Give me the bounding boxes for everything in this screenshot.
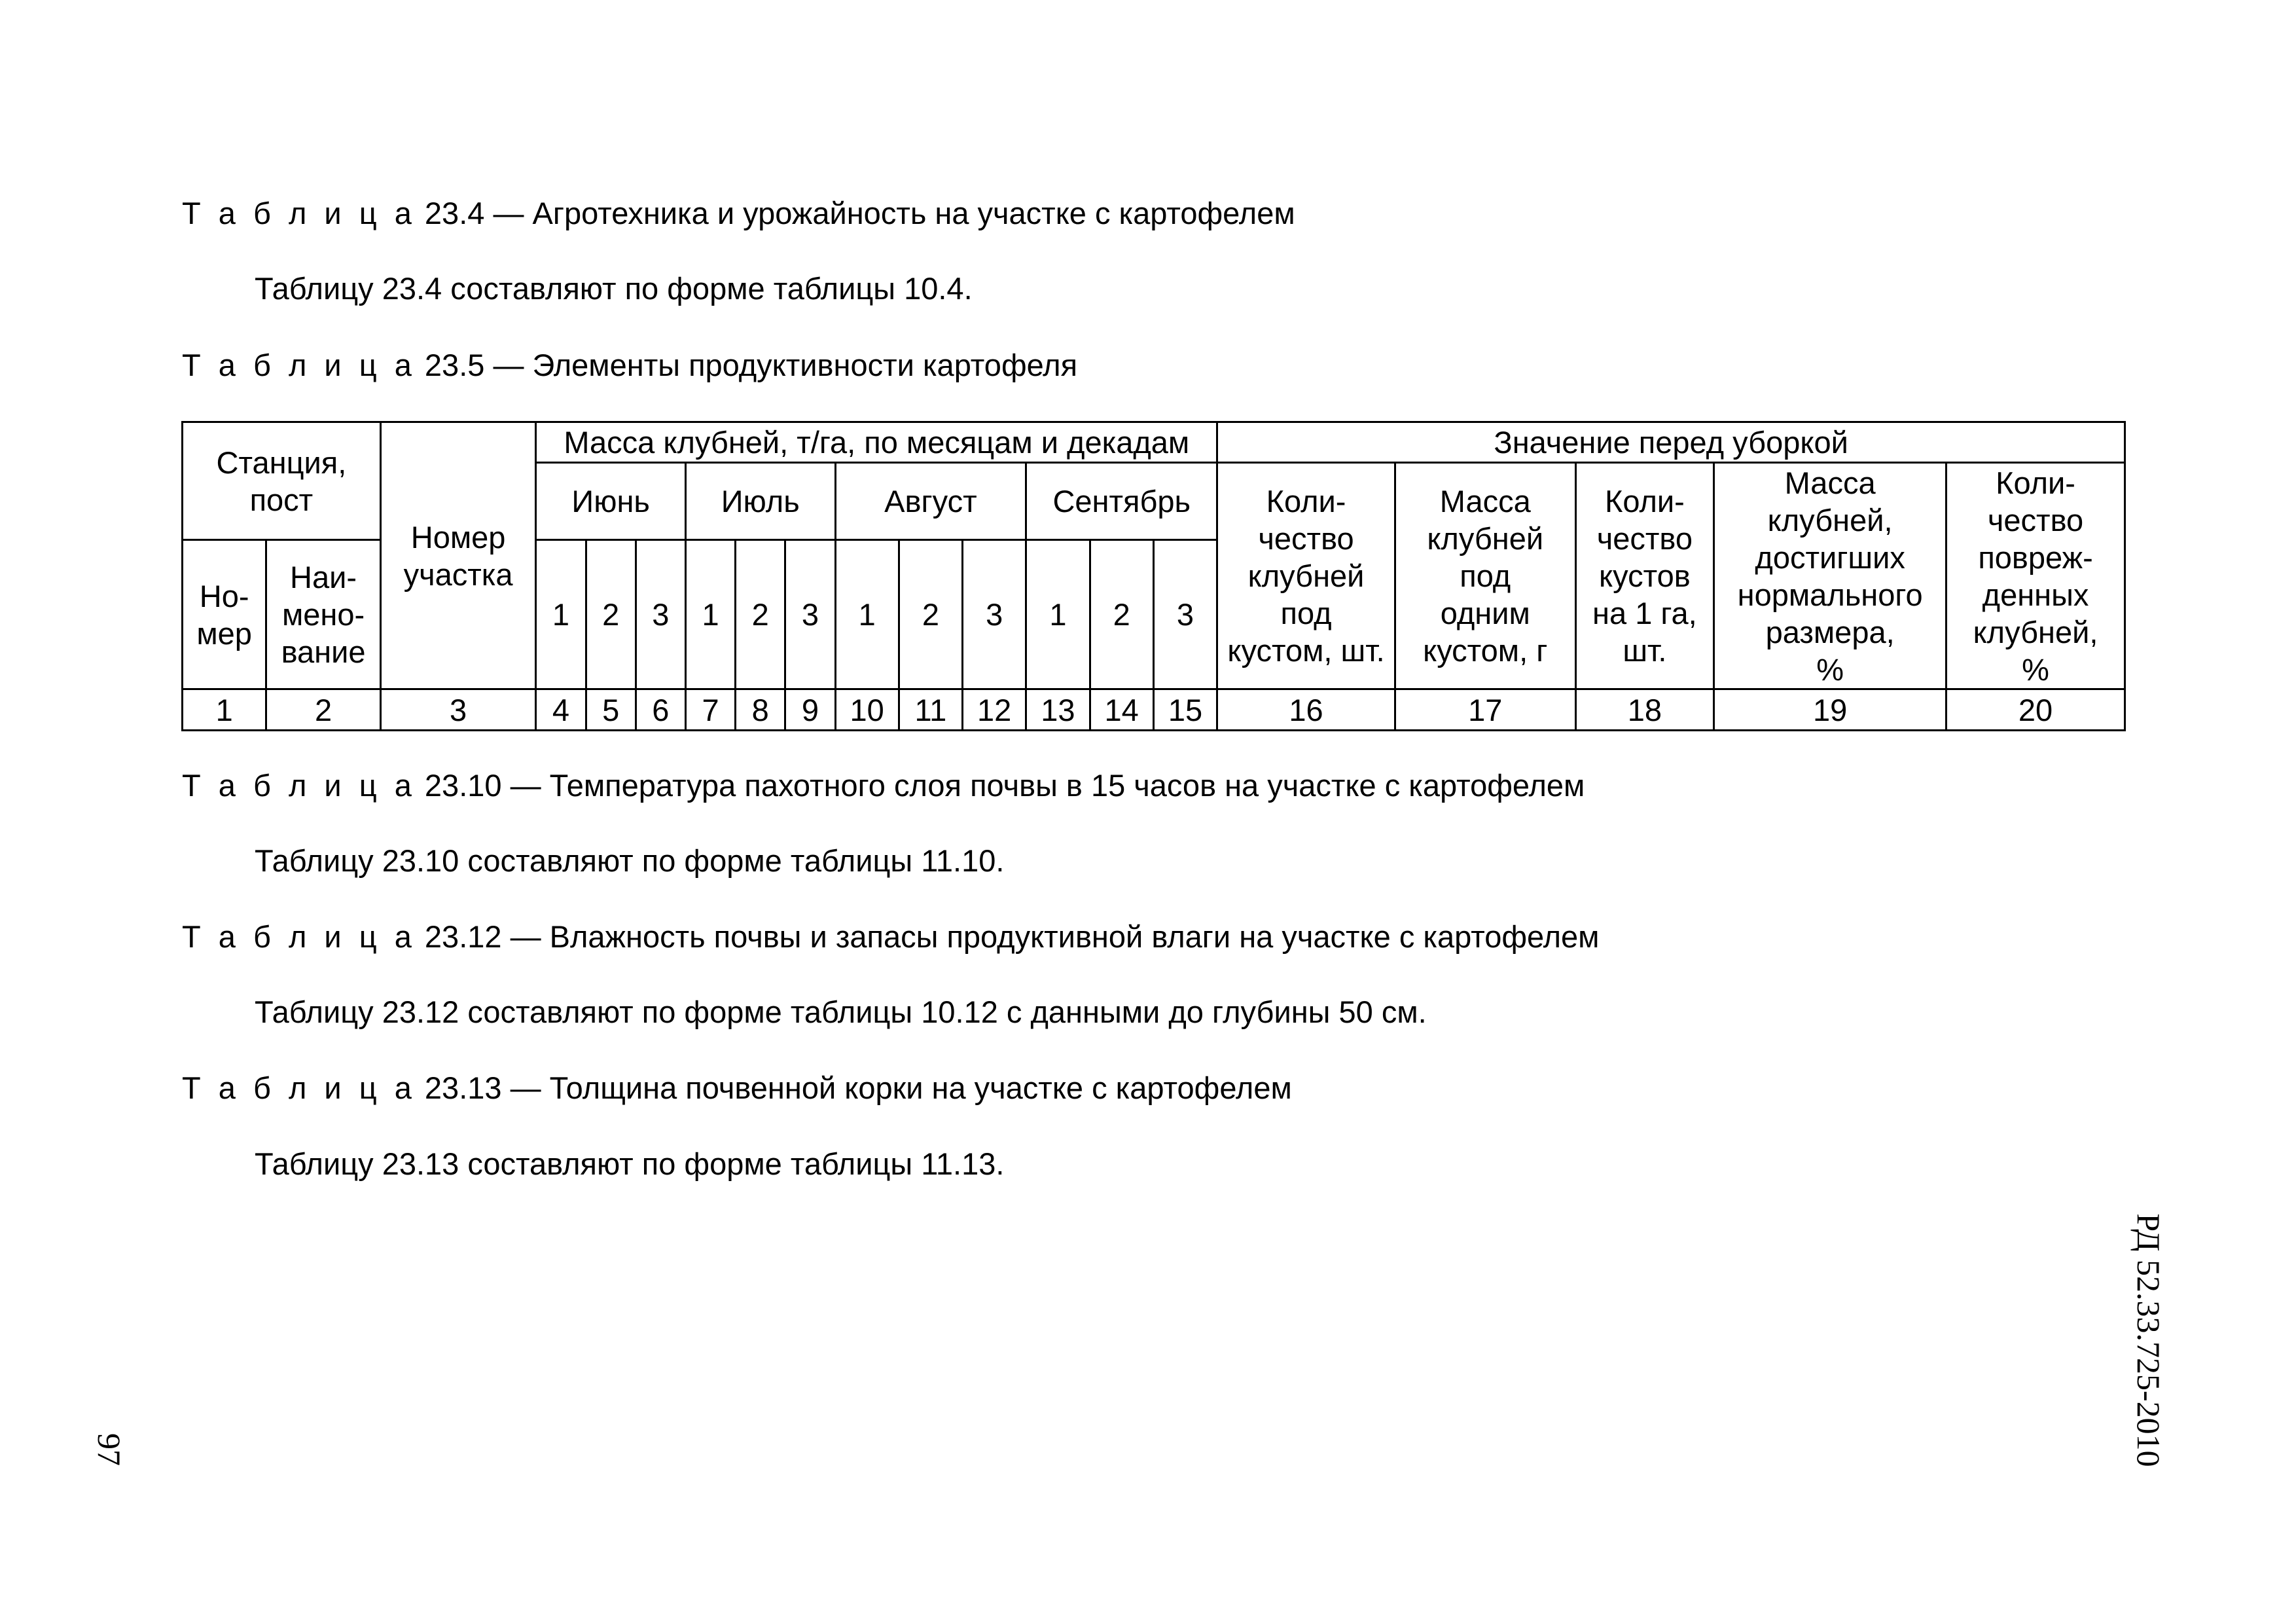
header-plot-number: Номер участка — [380, 422, 536, 689]
header-decade: 1 — [1026, 540, 1090, 689]
column-number: 3 — [380, 689, 536, 731]
column-number: 9 — [785, 689, 835, 731]
column-number: 20 — [1946, 689, 2125, 731]
page-number: 97 — [91, 1433, 128, 1466]
header-bushes-per-ha: Коли- чество кустов на 1 га, шт. — [1575, 463, 1714, 689]
column-number: 14 — [1090, 689, 1153, 731]
paragraph: Таблицу 23.10 составляют по форме таблицы 11.10. — [255, 843, 1005, 878]
column-number: 18 — [1575, 689, 1714, 731]
productivity-table — [181, 421, 2126, 731]
column-number: 4 — [536, 689, 586, 731]
header-tuber-mass: Масса клубней, т/га, по месяцам и декадам — [536, 422, 1217, 463]
header-decade: 2 — [1090, 540, 1153, 689]
header-month-june: Июнь — [536, 463, 686, 540]
header-decade: 3 — [1153, 540, 1217, 689]
column-number: 8 — [736, 689, 785, 731]
header-month-september: Сентябрь — [1026, 463, 1217, 540]
header-decade: 3 — [785, 540, 835, 689]
column-number: 15 — [1153, 689, 1217, 731]
header-tuber-mass-per-bush: Масса клубней под одним кустом, г — [1395, 463, 1575, 689]
header-decade: 1 — [685, 540, 735, 689]
header-decade: 2 — [899, 540, 962, 689]
header-before-harvest: Значение перед уборкой — [1217, 422, 2125, 463]
column-number: 7 — [685, 689, 735, 731]
header-decade: 2 — [586, 540, 636, 689]
column-number: 12 — [963, 689, 1026, 731]
header-tubers-per-bush: Коли- чество клубней под кустом, шт. — [1217, 463, 1395, 689]
header-name: Наи- мено- вание — [266, 540, 380, 689]
header-decade: 2 — [736, 540, 785, 689]
document-code: РД 52.33.725-2010 — [2130, 1213, 2167, 1467]
paragraph: Таблицу 23.13 составляют по форме таблицы 11.13. — [255, 1146, 1005, 1181]
table-caption-23-10: Т а б л и ц а 23.10 — Температура пахотного слоя почвы в 15 часов на участке с картофелем — [182, 768, 1585, 803]
column-number: 1 — [183, 689, 266, 731]
column-number: 19 — [1714, 689, 1946, 731]
table-caption-23-4: Т а б л и ц а 23.4 — Агротехника и урожайность на участке с картофелем — [182, 196, 1295, 230]
header-station-post: Станция, пост — [183, 422, 381, 540]
column-number: 10 — [835, 689, 899, 731]
column-number: 17 — [1395, 689, 1575, 731]
header-decade: 3 — [963, 540, 1026, 689]
table-caption-23-5: Т а б л и ц а 23.5 — Элементы продуктивности картофеля — [182, 348, 1078, 382]
header-normal-size-mass: Масса клубней, достигших нормального размера, % — [1714, 463, 1946, 689]
header-damaged-tubers: Коли- чество повреж- денных клубней, % — [1946, 463, 2125, 689]
paragraph: Таблицу 23.12 составляют по форме таблицы 10.12 с данными до глубины 50 см. — [255, 994, 1427, 1029]
header-number: Но- мер — [183, 540, 266, 689]
table-caption-23-12: Т а б л и ц а 23.12 — Влажность почвы и запасы продуктивной влаги на участке с картофелем — [182, 919, 1600, 954]
table-caption-23-13: Т а б л и ц а 23.13 — Толщина почвенной корки на участке с картофелем — [182, 1070, 1292, 1105]
header-decade: 1 — [536, 540, 586, 689]
column-number: 13 — [1026, 689, 1090, 731]
column-number: 5 — [586, 689, 636, 731]
header-month-august: Август — [835, 463, 1026, 540]
column-number: 16 — [1217, 689, 1395, 731]
header-decade: 1 — [835, 540, 899, 689]
header-decade: 3 — [636, 540, 685, 689]
column-number: 6 — [636, 689, 685, 731]
column-number: 11 — [899, 689, 962, 731]
header-month-july: Июль — [685, 463, 835, 540]
paragraph: Таблицу 23.4 составляют по форме таблицы 10.4. — [255, 271, 973, 306]
column-number: 2 — [266, 689, 380, 731]
